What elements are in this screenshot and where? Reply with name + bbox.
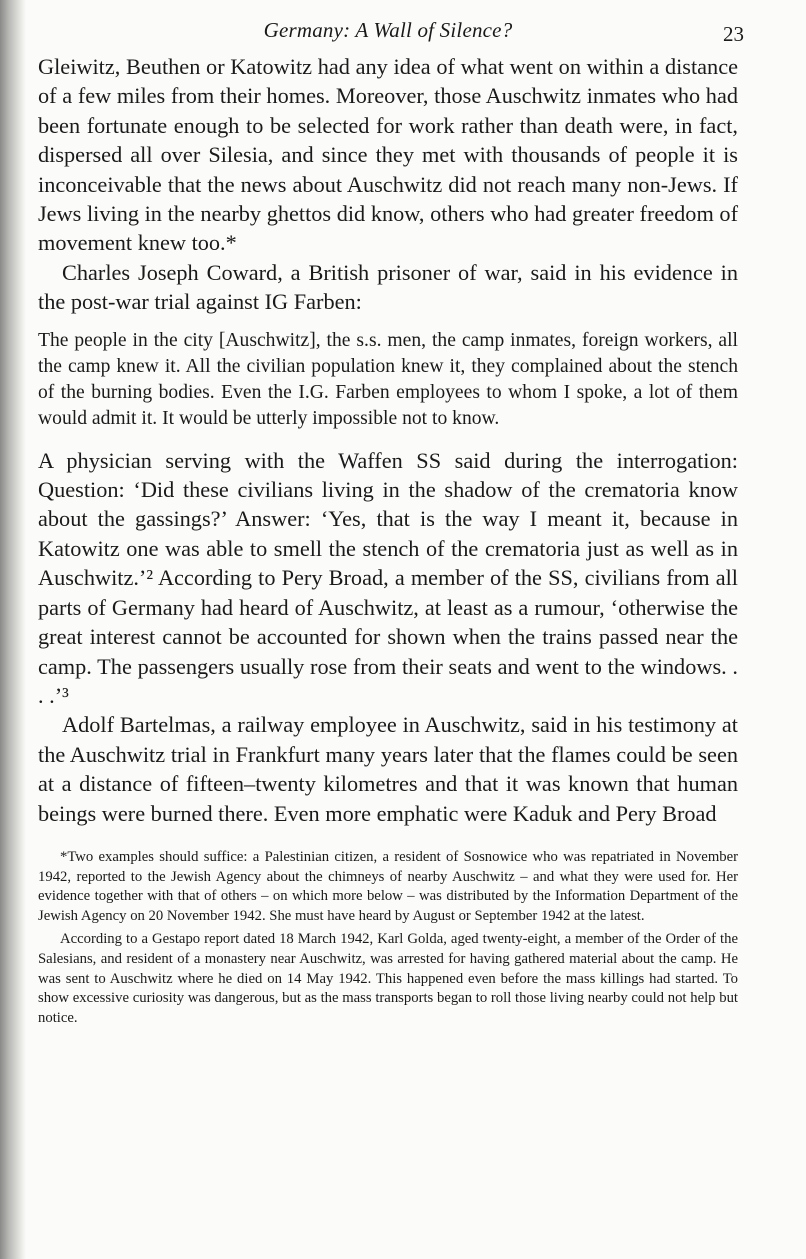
page-number: 23 — [723, 22, 744, 46]
paragraph-2: Charles Joseph Coward, a British prisoner of war, said in his evidence in the post-war trial against IG Farben: — [38, 259, 738, 315]
paragraph-1: Gleiwitz, Beuthen or Katowitz had any idea of what went on within a distance of a few miles from their homes. Moreover, those Auschwitz inmates who had been fortunate enough to be selected for work rather than death were, in fact, dispersed all over Silesia, and since they met with thousands of people it is inconceivable that the news about Auschwitz did not reach many non-Jews. If Jews living in the nearby ghettos did know, others who had greater freedom of movement knew too.* — [38, 54, 738, 256]
running-title: Germany: A Wall of Silence? — [263, 18, 513, 42]
book-page — [38, 18, 744, 1028]
footnote-2: According to a Gestapo report dated 18 March 1942, Karl Golda, aged twenty-eight, a member of the Order of the Salesians, and resident of a monastery near Auschwitz, was arrested for having gathered material about the camp. He was sent to Auschwitz where he died on 14 May 1942. This happened even before the mass killings had started. To show excessive curiosity was dangerous, but as the mass transports began to roll those living nearby could not help but notice. — [38, 931, 738, 1026]
page-header — [38, 18, 744, 52]
scan-binding-shadow — [0, 0, 26, 1259]
block-quote: The people in the city [Auschwitz], the s.s. men, the camp inmates, foreign workers, all the camp knew it. All the civilian population knew it, they complained about the stench of the burning bodies. Even the I.G. Farben employees to whom I spoke, a lot of them would admit it. It would be utterly impossible not to know. — [38, 329, 738, 429]
paragraph-4: Adolf Bartelmas, a railway employee in Auschwitz, said in his testimony at the Auschwitz trial in Frankfurt many years later that the flames could be seen at a distance of fifteen–twenty kilometres and that it was known that human beings were burned there. Even more emphatic were Kaduk and Pery Broad — [38, 712, 738, 826]
footnote-separator — [38, 828, 738, 836]
paragraph-3: A physician serving with the Waffen SS said during the interrogation: Question: ‘Did these civilians living in the shadow of the crematoria know about the gassings?’ Answer: ‘Yes, that is the way I meant it, because in Katowitz one was able to smell the stench of the crematoria just as well as in Auschwitz.’² According to Pery Broad, a member of the SS, civilians from all parts of Germany had heard of Auschwitz, at least as a rumour, ‘otherwise the great interest cannot be accounted for shown when the trains passed near the camp. The passengers usually rose from their seats and went to the windows. . . .’³ — [38, 447, 738, 708]
footnote-1: *Two examples should suffice: a Palestinian citizen, a resident of Sosnowice who was repatriated in November 1942, reported to the Jewish Agency about the chimneys of nearby Auschwitz – and what they were used for. Her evidence together with that of others – on which more below – was distributed by the Information Department of the Jewish Agency on 20 November 1942. She must have heard by August or September 1942 at the latest. — [38, 848, 738, 924]
